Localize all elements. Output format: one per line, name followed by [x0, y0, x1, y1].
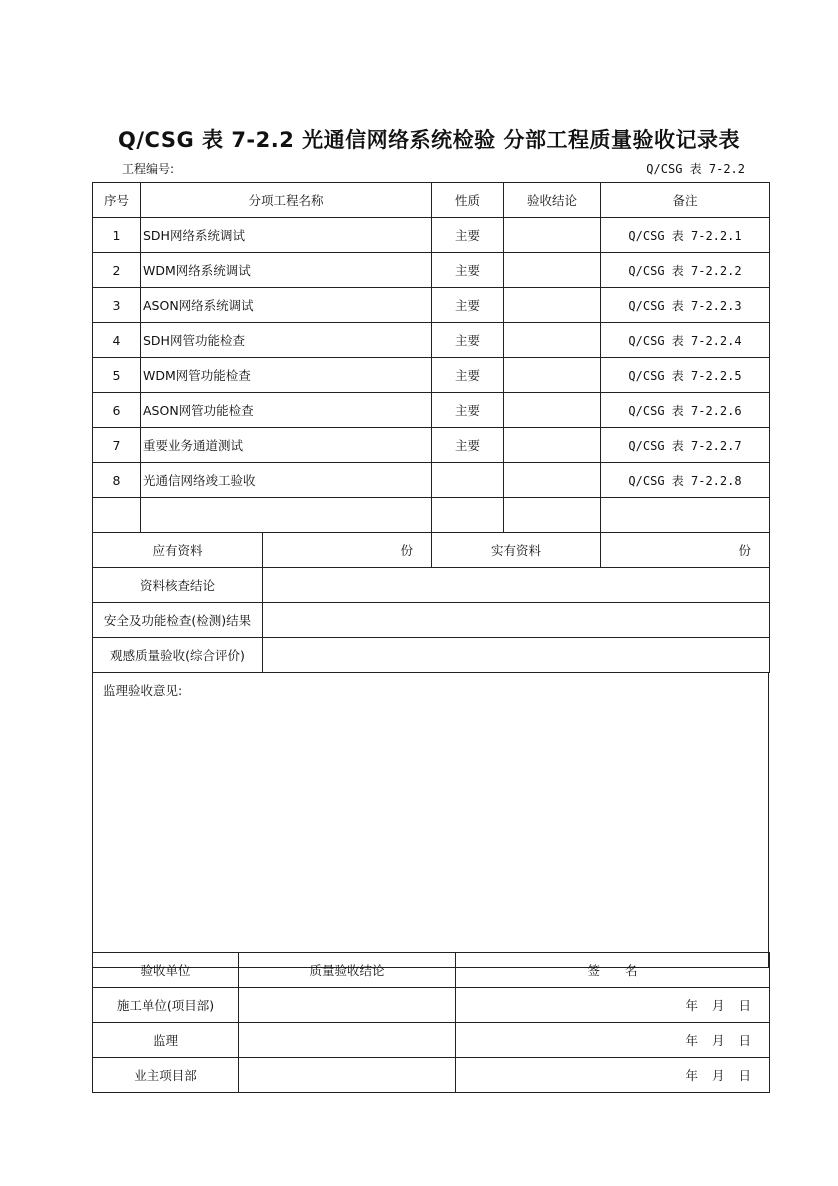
check-label: 资料核查结论 [93, 568, 263, 603]
table-row [93, 428, 770, 463]
day-label: 日 [738, 1068, 751, 1083]
unit-name: 监理 [93, 1023, 239, 1058]
cell[interactable] [504, 498, 601, 533]
signature-row [93, 1058, 770, 1093]
year-label: 年 [685, 998, 698, 1013]
item-conclusion[interactable] [504, 393, 601, 428]
item-remark: Q/CSG 表 7-2.2.4 [601, 323, 770, 358]
check-row [93, 638, 770, 673]
row-number: 4 [93, 323, 141, 358]
row-number: 5 [93, 358, 141, 393]
item-name: SDH网络系统调试 [141, 218, 432, 253]
item-nature: 主要 [432, 218, 504, 253]
signature-table [92, 952, 770, 1093]
item-nature: 主要 [432, 428, 504, 463]
opinion-table [92, 672, 769, 968]
item-name: SDH网管功能检查 [141, 323, 432, 358]
item-remark: Q/CSG 表 7-2.2.1 [601, 218, 770, 253]
unit-label: 份 [400, 543, 413, 558]
table-row [93, 393, 770, 428]
docs-row [93, 533, 770, 568]
item-conclusion[interactable] [504, 288, 601, 323]
header-remark: 备注 [601, 183, 770, 218]
header-conclusion: 验收结论 [504, 183, 601, 218]
item-nature: 主要 [432, 393, 504, 428]
item-nature: 主要 [432, 253, 504, 288]
unit-label: 份 [738, 543, 751, 558]
item-name: ASON网管功能检查 [141, 393, 432, 428]
signature-row [93, 1023, 770, 1058]
item-remark: Q/CSG 表 7-2.2.8 [601, 463, 770, 498]
item-remark: Q/CSG 表 7-2.2.5 [601, 358, 770, 393]
item-name: WDM网络系统调试 [141, 253, 432, 288]
table-row-empty [93, 498, 770, 533]
check-field[interactable] [263, 568, 770, 603]
item-nature: 主要 [432, 323, 504, 358]
item-nature: 主要 [432, 288, 504, 323]
cell[interactable] [141, 498, 432, 533]
table-row [93, 463, 770, 498]
header-name: 分项工程名称 [141, 183, 432, 218]
docs-table [92, 532, 770, 673]
header-no: 序号 [93, 183, 141, 218]
signature-date-field[interactable] [456, 1023, 770, 1058]
month-label: 月 [711, 1068, 725, 1083]
required-docs-label: 应有资料 [93, 533, 263, 568]
unit-name: 业主项目部 [93, 1058, 239, 1093]
row-number: 7 [93, 428, 141, 463]
table-row [93, 288, 770, 323]
check-label: 观感质量验收(综合评价) [93, 638, 263, 673]
project-number-label: 工程编号: [122, 162, 175, 176]
signature-header-row [93, 953, 770, 988]
quality-conclusion-field[interactable] [239, 988, 456, 1023]
page-title: Q/CSG 表 7-2.2 光通信网络系统检验 分部工程质量验收记录表 [118, 128, 740, 152]
day-label: 日 [738, 1033, 751, 1048]
cell[interactable] [601, 498, 770, 533]
supervisor-opinion-field[interactable] [93, 673, 769, 968]
item-name: 光通信网络竣工验收 [141, 463, 432, 498]
unit-name: 施工单位(项目部) [93, 988, 239, 1023]
items-table [92, 182, 770, 533]
item-remark: Q/CSG 表 7-2.2.3 [601, 288, 770, 323]
item-nature: 主要 [432, 358, 504, 393]
year-label: 年 [685, 1068, 698, 1083]
header-nature: 性质 [432, 183, 504, 218]
month-label: 月 [711, 998, 725, 1013]
item-conclusion[interactable] [504, 218, 601, 253]
item-remark: Q/CSG 表 7-2.2.6 [601, 393, 770, 428]
actual-docs-field[interactable] [601, 533, 770, 568]
item-conclusion[interactable] [504, 428, 601, 463]
table-row [93, 323, 770, 358]
header-unit: 验收单位 [93, 953, 239, 988]
check-row [93, 568, 770, 603]
required-docs-field[interactable] [263, 533, 432, 568]
table-row [93, 358, 770, 393]
cell[interactable] [432, 498, 504, 533]
header-quality: 质量验收结论 [239, 953, 456, 988]
table-header-row [93, 183, 770, 218]
item-nature [432, 463, 504, 498]
header-signature: 签 名 [456, 953, 770, 988]
table-row [93, 218, 770, 253]
item-conclusion[interactable] [504, 253, 601, 288]
row-number: 2 [93, 253, 141, 288]
row-number: 6 [93, 393, 141, 428]
quality-conclusion-field[interactable] [239, 1058, 456, 1093]
item-remark: Q/CSG 表 7-2.2.7 [601, 428, 770, 463]
quality-conclusion-field[interactable] [239, 1023, 456, 1058]
row-number: 3 [93, 288, 141, 323]
item-conclusion[interactable] [504, 358, 601, 393]
row-number: 8 [93, 463, 141, 498]
actual-docs-label: 实有资料 [432, 533, 601, 568]
check-field[interactable] [263, 603, 770, 638]
item-conclusion[interactable] [504, 463, 601, 498]
table-row [93, 253, 770, 288]
row-number: 1 [93, 218, 141, 253]
signature-date-field[interactable] [456, 988, 770, 1023]
check-row [93, 603, 770, 638]
month-label: 月 [711, 1033, 725, 1048]
check-label: 安全及功能检查(检测)结果 [93, 603, 263, 638]
check-field[interactable] [263, 638, 770, 673]
day-label: 日 [738, 998, 751, 1013]
year-label: 年 [685, 1033, 698, 1048]
supervisor-opinion-label: 监理验收意见: [103, 683, 183, 698]
item-name: WDM网管功能检查 [141, 358, 432, 393]
item-name: ASON网络系统调试 [141, 288, 432, 323]
item-remark: Q/CSG 表 7-2.2.2 [601, 253, 770, 288]
signature-date-field[interactable] [456, 1058, 770, 1093]
cell[interactable] [93, 498, 141, 533]
form-code: Q/CSG 表 7-2.2 [646, 162, 745, 176]
item-conclusion[interactable] [504, 323, 601, 358]
signature-row [93, 988, 770, 1023]
item-name: 重要业务通道测试 [141, 428, 432, 463]
